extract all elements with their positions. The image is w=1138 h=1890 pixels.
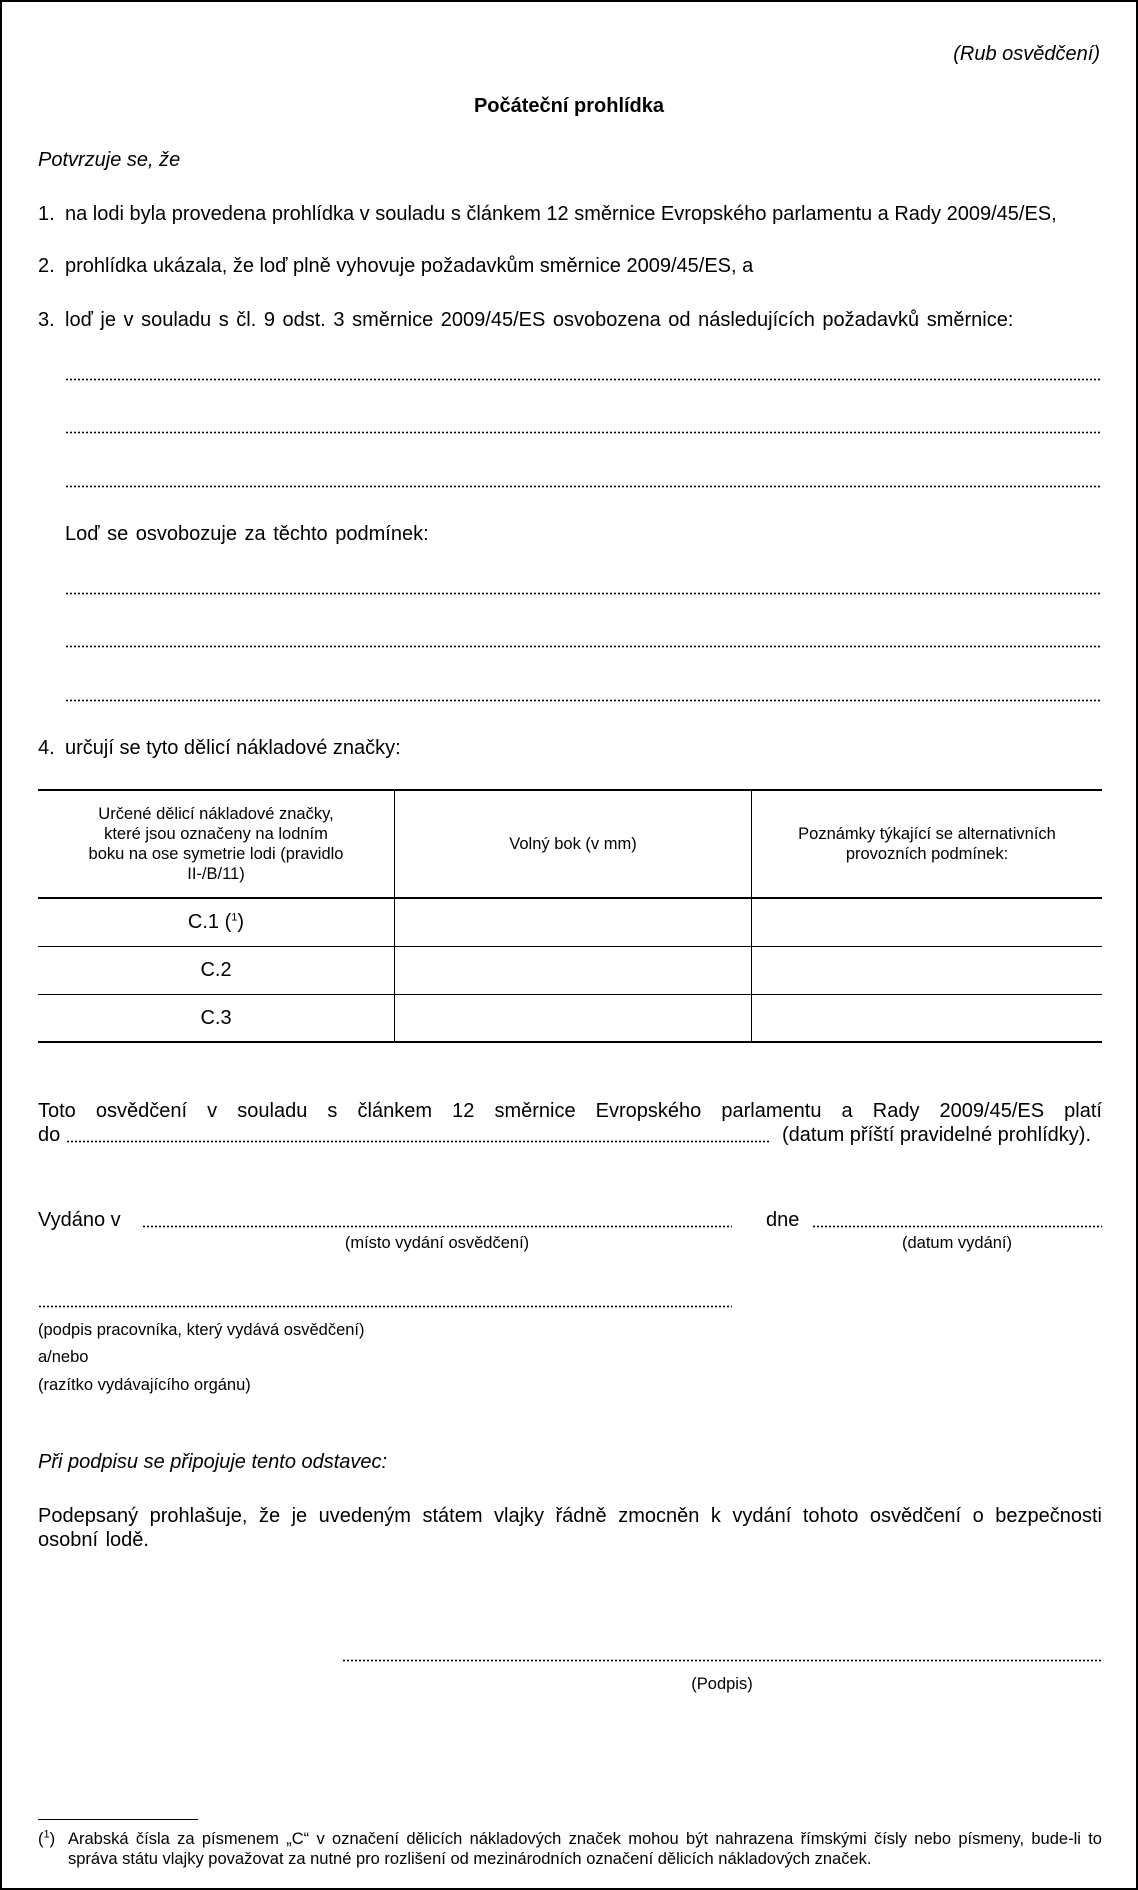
table-row <box>38 994 1102 1042</box>
conditions-line-3 <box>65 699 1102 702</box>
table-row <box>38 898 1102 946</box>
signature-caption: (Podpis) <box>691 1675 753 1693</box>
declaration-text: Podepsaný prohlašuje, že je uvedeným státem vlajky řádně zmocněn k vydání tohoto osvědčení o bezpečnosti osobní lodě. <box>38 1505 1102 1551</box>
attach-note: Při podpisu se připojuje tento odstavec: <box>38 1451 388 1473</box>
item-2-number: 2. <box>38 255 55 277</box>
issued-place-label: Vydáno v <box>38 1209 121 1231</box>
item-4-text: určují se tyto dělicí nákladové značky: <box>65 737 401 759</box>
item-1-number: 1. <box>38 203 55 225</box>
side-note: (Rub osvědčení) <box>953 43 1100 65</box>
freeboard-cell <box>395 946 752 994</box>
stamp-caption: (razítko vydávajícího orgánu) <box>38 1376 251 1394</box>
and-or-label: a/nebo <box>38 1348 89 1366</box>
mark-cell: C.2 <box>38 946 395 994</box>
notes-cell <box>752 994 1103 1042</box>
item-4-number: 4. <box>38 737 55 759</box>
issued-place-line <box>142 1225 732 1228</box>
header-freeboard: Volný bok (v mm) <box>395 790 752 898</box>
exemptions-line-1 <box>65 378 1102 381</box>
header-notes: Poznámky týkající se alternativních provozních podmínek: <box>798 825 1056 863</box>
issued-place-caption: (místo vydání osvědčení) <box>344 1234 530 1252</box>
item-2-text: prohlídka ukázala, že loď plně vyhovuje požadavkům směrnice 2009/45/ES, a <box>65 255 754 277</box>
table-header-row <box>38 790 1102 898</box>
conditions-label: Loď se osvobozuje za těchto podmínek: <box>65 523 429 545</box>
issued-date-line <box>812 1225 1102 1228</box>
header-designated-marks: Určené dělicí nákladové značky, které jsou označeny na lodním boku na ose symetrie lodi (pravidlo II-/B/11) <box>38 790 395 898</box>
table-row <box>38 946 1102 994</box>
footnote-marker: ($^1$) <box>38 1828 56 1848</box>
footnote-separator <box>38 1819 198 1820</box>
freeboard-cell <box>395 994 752 1042</box>
notes-cell <box>752 946 1103 994</box>
exemptions-line-3 <box>65 485 1102 488</box>
mark-cell: C.3 <box>38 994 395 1042</box>
notes-cell <box>752 898 1103 946</box>
footnote-text: Arabská čísla za písmenem „C“ v označení dělicích nákladových značek mohou být nahrazena římskými čísly nebo písmeny, bude-li to správa státu vlajky považovat za nutné pro rozlišení od mezinárodních označení dělicích nákladových značek. <box>68 1830 1102 1868</box>
validity-line-1: Toto osvědčení v souladu s článkem 12 směrnice Evropského parlamentu a Rady 2009/45/ES platí <box>38 1100 1102 1122</box>
issuer-signature-line <box>38 1305 732 1308</box>
conditions-line-1 <box>65 592 1102 595</box>
mark-cell: C.1 ($^1$) <box>38 898 395 946</box>
item-3-text: loď je v souladu s čl. 9 odst. 3 směrnice 2009/45/ES osvobozena od následujících požadavků směrnice: <box>65 309 1014 331</box>
intro-text: Potvrzuje se, že <box>38 149 181 171</box>
validity-do-label: do <box>38 1124 61 1146</box>
signature-line <box>342 1659 1102 1662</box>
issued-date-label: dne <box>766 1209 800 1231</box>
exemptions-line-2 <box>65 431 1102 434</box>
conditions-line-2 <box>65 645 1102 648</box>
page-title: Počáteční prohlídka <box>473 95 665 117</box>
item-3-number: 3. <box>38 309 55 331</box>
issuer-signature-caption: (podpis pracovníka, který vydává osvědčení) <box>38 1321 365 1339</box>
footnote-ref: 1 <box>231 911 238 924</box>
issued-date-caption: (datum vydání) <box>901 1234 1013 1252</box>
validity-suffix: (datum příští pravidelné prohlídky). <box>782 1124 1092 1146</box>
freeboard-cell <box>395 898 752 946</box>
validity-date-line <box>66 1140 770 1143</box>
item-1-text: na lodi byla provedena prohlídka v souladu s článkem 12 směrnice Evropského parlamentu a Rady 2009/45/ES, <box>65 203 1057 225</box>
load-line-marks-table <box>38 789 1102 1043</box>
